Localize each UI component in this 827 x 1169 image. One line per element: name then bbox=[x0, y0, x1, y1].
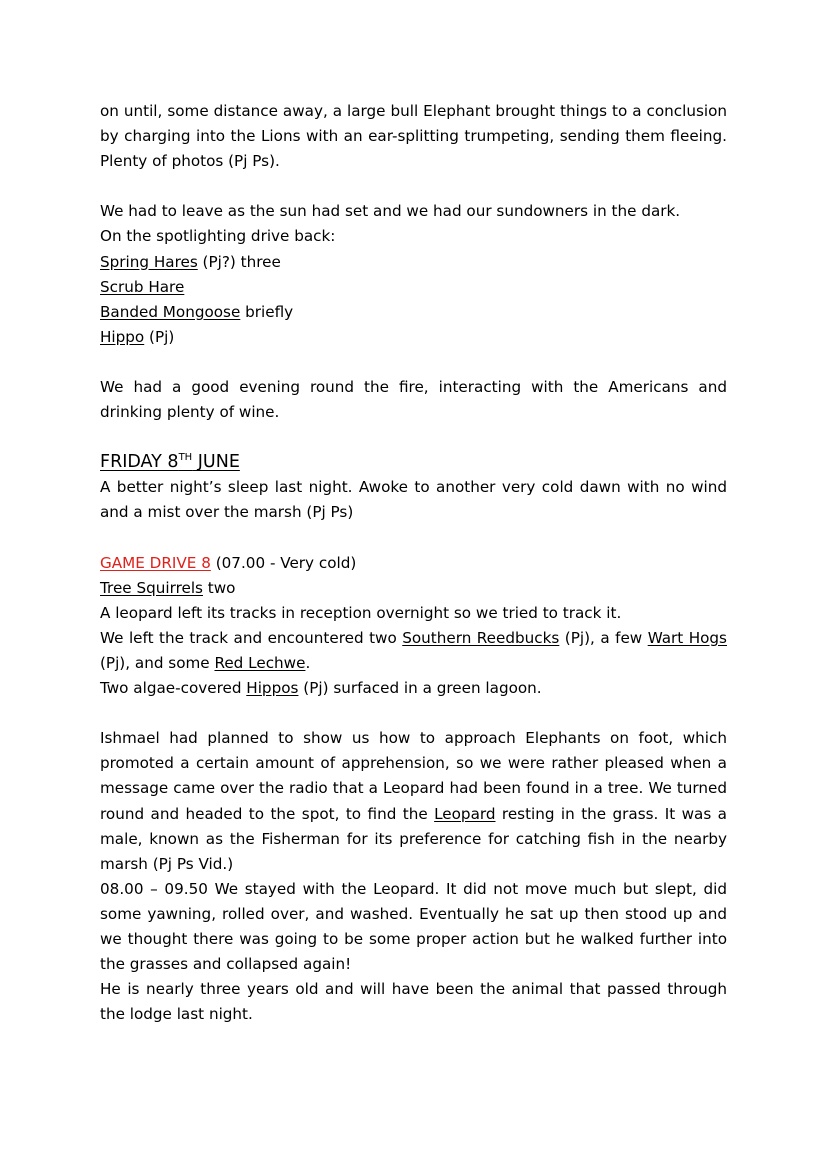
species-name: Hippo bbox=[100, 327, 145, 346]
spacer bbox=[100, 425, 727, 450]
text-fragment: (Pj), a few bbox=[559, 628, 648, 647]
sighting-note: (Pj) bbox=[144, 327, 175, 346]
day-heading-text bbox=[100, 452, 240, 472]
spacer bbox=[100, 174, 727, 199]
hippos-line bbox=[100, 676, 727, 701]
day-heading bbox=[100, 450, 727, 475]
paragraph-leopard-found bbox=[100, 726, 727, 877]
text-fragment: . bbox=[305, 653, 311, 672]
text-fragment: (Pj), and some bbox=[100, 653, 215, 672]
species-name: Wart Hogs bbox=[647, 628, 727, 647]
species-name: Banded Mongoose bbox=[100, 302, 241, 321]
paragraph-dawn: A better night’s sleep last night. Awoke to another very cold dawn with no wind and a mist over the marsh (Pj Ps) bbox=[100, 478, 727, 522]
species-name: Tree Squirrels bbox=[100, 578, 203, 597]
paragraph-encounters bbox=[100, 626, 727, 676]
species-name: Scrub Hare bbox=[100, 277, 185, 296]
sighting-item bbox=[100, 325, 727, 350]
heading-ordinal: TH bbox=[178, 452, 193, 464]
text-fragment: We left the track and encountered two bbox=[100, 628, 403, 647]
heading-month: JUNE bbox=[192, 452, 240, 473]
leopard-tracks-line: A leopard left its tracks in reception overnight so we tried to track it. bbox=[100, 603, 622, 622]
paragraph-leopard-age: He is nearly three years old and will have been the animal that passed through the lodge last night. bbox=[100, 980, 727, 1024]
species-name: Southern Reedbucks bbox=[402, 628, 560, 647]
paragraph-elephant-charge: on until, some distance away, a large bull Elephant brought things to a conclusion by charging into the Lions with an ear-splitting trumpeting, sending them fleeing. Plenty of photos (Pj Ps). bbox=[100, 102, 727, 171]
heading-day: FRIDAY 8 bbox=[100, 452, 179, 473]
text-fragment: Ishmael had planned to show us how to approach Elephants on foot, which promoted a certain amount of apprehension, so we were rather pleased when a message came over the radio that a Leopard had been found in a tree. We turned round and headed to the spot, to find the bbox=[100, 729, 727, 823]
game-drive-title bbox=[100, 551, 727, 576]
paragraph-evening: We had a good evening round the fire, interacting with the Americans and drinking plenty of wine. bbox=[100, 378, 727, 422]
spacer bbox=[100, 526, 727, 551]
species-name: Hippos bbox=[246, 679, 299, 698]
paragraph-leopard-watch: 08.00 – 09.50 We stayed with the Leopard. It did not move much but slept, did some yawning, rolled over, and washed. Eventually he sat up then stood up and we thought there was going to be some proper action but he walked further into the grasses and collapsed again! bbox=[100, 879, 727, 974]
document-page bbox=[100, 99, 727, 1027]
species-name: Spring Hares bbox=[100, 252, 198, 271]
text-fragment: resting in the grass. It was a male, known as the Fisherman for its preference for catching fish in the nearby marsh (Pj Ps Vid.) bbox=[100, 804, 727, 873]
species-name: Red Lechwe bbox=[214, 653, 306, 672]
sighting-item bbox=[100, 250, 727, 275]
text-fragment: (Pj) surfaced in a green lagoon. bbox=[298, 679, 542, 698]
species-name: Leopard bbox=[434, 804, 496, 823]
sighting-note: briefly bbox=[240, 302, 294, 321]
spotlighting-section bbox=[100, 199, 727, 350]
sighting-item bbox=[100, 275, 727, 300]
sighting-note: (Pj?) three bbox=[197, 252, 281, 271]
spacer bbox=[100, 701, 727, 726]
game-drive-label: GAME DRIVE 8 bbox=[100, 553, 211, 572]
game-drive-detail: (07.00 - Very cold) bbox=[210, 553, 357, 572]
text-fragment: Two algae-covered bbox=[100, 679, 247, 698]
sighting-item bbox=[100, 576, 727, 601]
sighting-item bbox=[100, 300, 727, 325]
spacer bbox=[100, 350, 727, 375]
spotlighting-intro: On the spotlighting drive back: bbox=[100, 227, 336, 246]
game-drive-section bbox=[100, 551, 727, 702]
sundowners-line: We had to leave as the sun had set and we had our sundowners in the dark. bbox=[100, 202, 681, 221]
sighting-note: two bbox=[202, 578, 236, 597]
